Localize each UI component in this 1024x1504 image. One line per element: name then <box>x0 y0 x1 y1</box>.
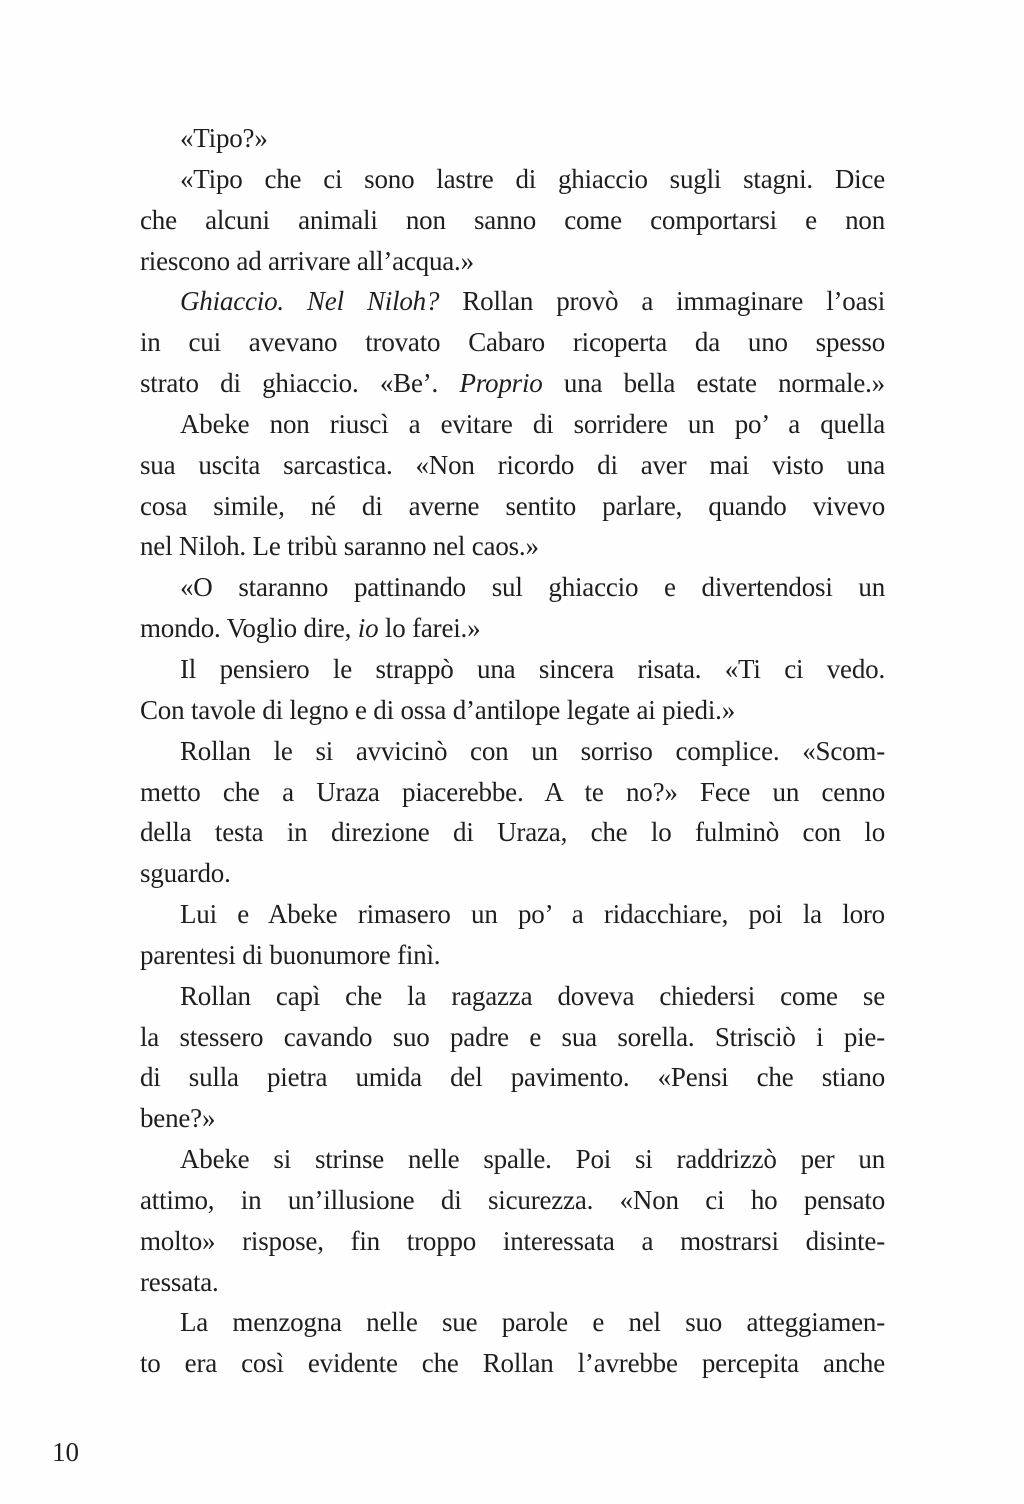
italic-text: Proprio <box>459 368 543 399</box>
text-line <box>140 690 885 731</box>
text-line <box>140 200 885 241</box>
text-line <box>140 935 885 976</box>
text-segment: strato di ghiaccio. «Be’. <box>140 368 460 399</box>
text-line <box>140 486 885 527</box>
text-segment: bene?» <box>140 1103 216 1134</box>
text-segment: mondo. Voglio dire, <box>140 613 358 644</box>
text-segment: «Tipo?» <box>180 123 268 153</box>
text-segment: La menzogna nelle sue parole e nel suo atteggiamen- <box>180 1307 885 1338</box>
text-line <box>140 118 885 159</box>
text-line <box>140 1221 885 1262</box>
text-line <box>140 241 885 282</box>
text-line <box>140 281 885 322</box>
text-segment: in cui avevano trovato Cabaro ricoperta da uno spesso <box>140 327 885 358</box>
text-line <box>140 1017 885 1058</box>
text-line <box>140 1262 885 1303</box>
text-segment: attimo, in un’illusione di sicurezza. «Non ci ho pensato <box>140 1184 885 1215</box>
text-segment: una bella estate normale.» <box>542 368 885 399</box>
page-number: 10 <box>52 1437 79 1467</box>
text-segment: nel Niloh. Le tribù saranno nel caos.» <box>140 531 539 562</box>
text-segment: parentesi di buonumore finì. <box>140 939 441 970</box>
body-text <box>140 118 885 1384</box>
text-line <box>140 567 885 608</box>
text-segment: cosa simile, né di averne sentito parlare, quando vivevo <box>140 490 885 521</box>
text-line <box>140 649 885 690</box>
text-line <box>140 526 885 567</box>
text-line <box>140 853 885 894</box>
text-segment: Abeke si strinse nelle spalle. Poi si raddrizzò per un <box>180 1144 885 1175</box>
text-segment: metto che a Uraza piacerebbe. A te no?» Fece un cenno <box>140 776 885 807</box>
text-segment: Con tavole di legno e di ossa d’antilope legate ai piedi.» <box>140 694 735 725</box>
text-segment: Il pensiero le strappò una sincera risata. «Ti ci vedo. <box>180 653 885 684</box>
text-segment: lo farei.» <box>378 613 481 644</box>
text-line <box>140 812 885 853</box>
text-segment: to era così evidente che Rollan l’avrebbe percepita anche <box>140 1348 885 1379</box>
italic-text: Ghiaccio. Nel Niloh? <box>180 286 440 317</box>
text-line <box>140 772 885 813</box>
text-segment: «O staranno pattinando sul ghiaccio e divertendosi un <box>180 572 885 603</box>
text-line <box>140 1343 885 1384</box>
text-line <box>140 363 885 404</box>
text-segment: sua uscita sarcastica. «Non ricordo di aver mai visto una <box>140 449 885 480</box>
text-segment: riescono ad arrivare all’acqua.» <box>140 245 474 276</box>
text-line <box>140 1098 885 1139</box>
text-line <box>140 1057 885 1098</box>
text-segment: Abeke non riuscì a evitare di sorridere un po’ a quella <box>180 408 885 439</box>
text-line <box>140 159 885 200</box>
text-segment: ressata. <box>140 1266 219 1297</box>
text-line <box>140 1139 885 1180</box>
text-segment: molto» rispose, fin troppo interessata a mostrarsi disinte- <box>140 1225 885 1256</box>
text-line <box>140 976 885 1017</box>
text-line <box>140 894 885 935</box>
text-line <box>140 731 885 772</box>
italic-text: io <box>357 613 379 644</box>
text-line <box>140 322 885 363</box>
text-line <box>140 404 885 445</box>
text-segment: sguardo. <box>140 858 231 889</box>
text-segment: della testa in direzione di Uraza, che lo fulminò con lo <box>140 817 885 848</box>
text-line <box>140 1180 885 1221</box>
text-line <box>140 445 885 486</box>
text-segment: la stessero cavando suo padre e sua sorella. Strisciò i pie- <box>140 1021 885 1052</box>
text-segment: «Tipo che ci sono lastre di ghiaccio sugli stagni. Dice <box>180 163 885 194</box>
text-segment: Rollan capì che la ragazza doveva chiedersi come se <box>180 980 885 1011</box>
text-segment: di sulla pietra umida del pavimento. «Pensi che stiano <box>140 1062 885 1093</box>
text-segment: Lui e Abeke rimasero un po’ a ridacchiare, poi la loro <box>180 899 885 930</box>
text-line <box>140 1302 885 1343</box>
text-line <box>140 608 885 649</box>
text-segment: Rollan provò a immaginare l’oasi <box>439 286 885 317</box>
text-segment: che alcuni animali non sanno come comportarsi e non <box>140 204 885 235</box>
text-segment: Rollan le si avvicinò con un sorriso complice. «Scom- <box>180 735 885 766</box>
